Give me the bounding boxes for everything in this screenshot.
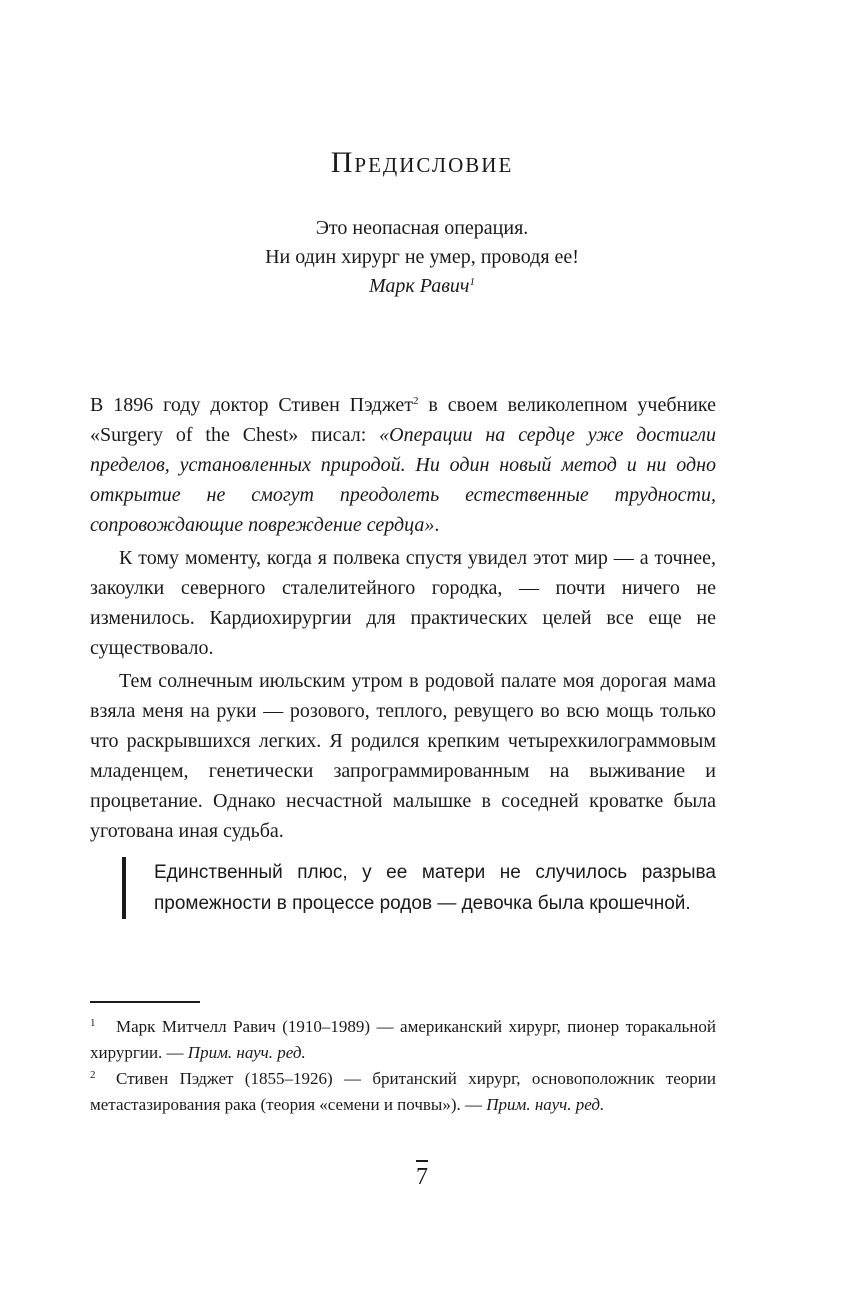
page-number (0, 1160, 844, 1191)
paragraph-1-end: . (434, 514, 440, 536)
sidebar-note: Единственный плюс, у ее матери не случилось разрыва промежности в процессе родов — девочка была крошечной. (122, 857, 716, 919)
epigraph-author-name: Марк Равич (369, 275, 470, 297)
footnote-1-editor-note: Прим. науч. ред. (187, 1043, 306, 1062)
footnote-ref-2: 2 (413, 395, 419, 407)
footnote-2-text: Стивен Пэджет (1855–1926) — британский хирург, основоположник теории метастазирования рака (теория «семени и почвы»). — (90, 1069, 716, 1114)
epigraph-line-1: Это неопасная операция. (315, 217, 529, 239)
footnote-1-text: Марк Митчелл Равич (1910–1989) — американский хирург, пионер торакальной хирургии. — (90, 1017, 716, 1062)
footnote-ref-1: 1 (469, 276, 475, 288)
paragraph-1-middle: в своем великолепном учебнике «Surgery of the Chest» писал: (90, 394, 716, 446)
epigraph-line-2: Ни один хирург не умер, проводя ее! (265, 246, 579, 268)
epigraph (0, 214, 844, 301)
page-number-value: 7 (416, 1160, 428, 1190)
epigraph-author (0, 272, 844, 301)
footnote-2-editor-note: Прим. науч. ред. (486, 1095, 605, 1114)
footnotes (90, 1014, 716, 1118)
paragraph-1-quote: «Операции на сердце уже достигли пределов, установленных природой. Ни один новый метод и ни одно открытие не смогут преодолеть естественные трудности, сопровождающие повреждение сердца» (90, 424, 716, 536)
footnote-2: 2 Стивен Пэджет (1855–1926) — британский хирург, основоположник теории метастазирования рака (теория «семени и почвы»). — Прим. науч. ред. (90, 1069, 716, 1114)
body-text (90, 390, 716, 846)
paragraph-2: К тому моменту, когда я полвека спустя увидел этот мир — а точнее, закоулки северного сталелитейного городка, — почти ничего не изменилось. Кардиохирургии для практических целей все еще не существовало. (90, 547, 716, 659)
paragraph-1 (90, 390, 716, 540)
footnote-divider (90, 1001, 200, 1003)
paragraph-1-start: В 1896 году доктор Стивен Пэджет (90, 394, 414, 416)
footnote-1: 1 Марк Митчелл Равич (1910–1989) — американский хирург, пионер торакальной хирургии. — Прим. науч. ред. (90, 1017, 716, 1062)
paragraph-3: Тем солнечным июльским утром в родовой палате моя дорогая мама взяла меня на руки — розового, теплого, ревущего во всю мощь только что раскрывшихся легких. Я родился крепким четырехкилограммовым младенцем, генетически запрограммированным на выживание и процветание. Однако несчастной малышке в соседней кроватке была уготована иная судьба. (90, 670, 716, 842)
chapter-title: Предисловие (330, 146, 514, 179)
